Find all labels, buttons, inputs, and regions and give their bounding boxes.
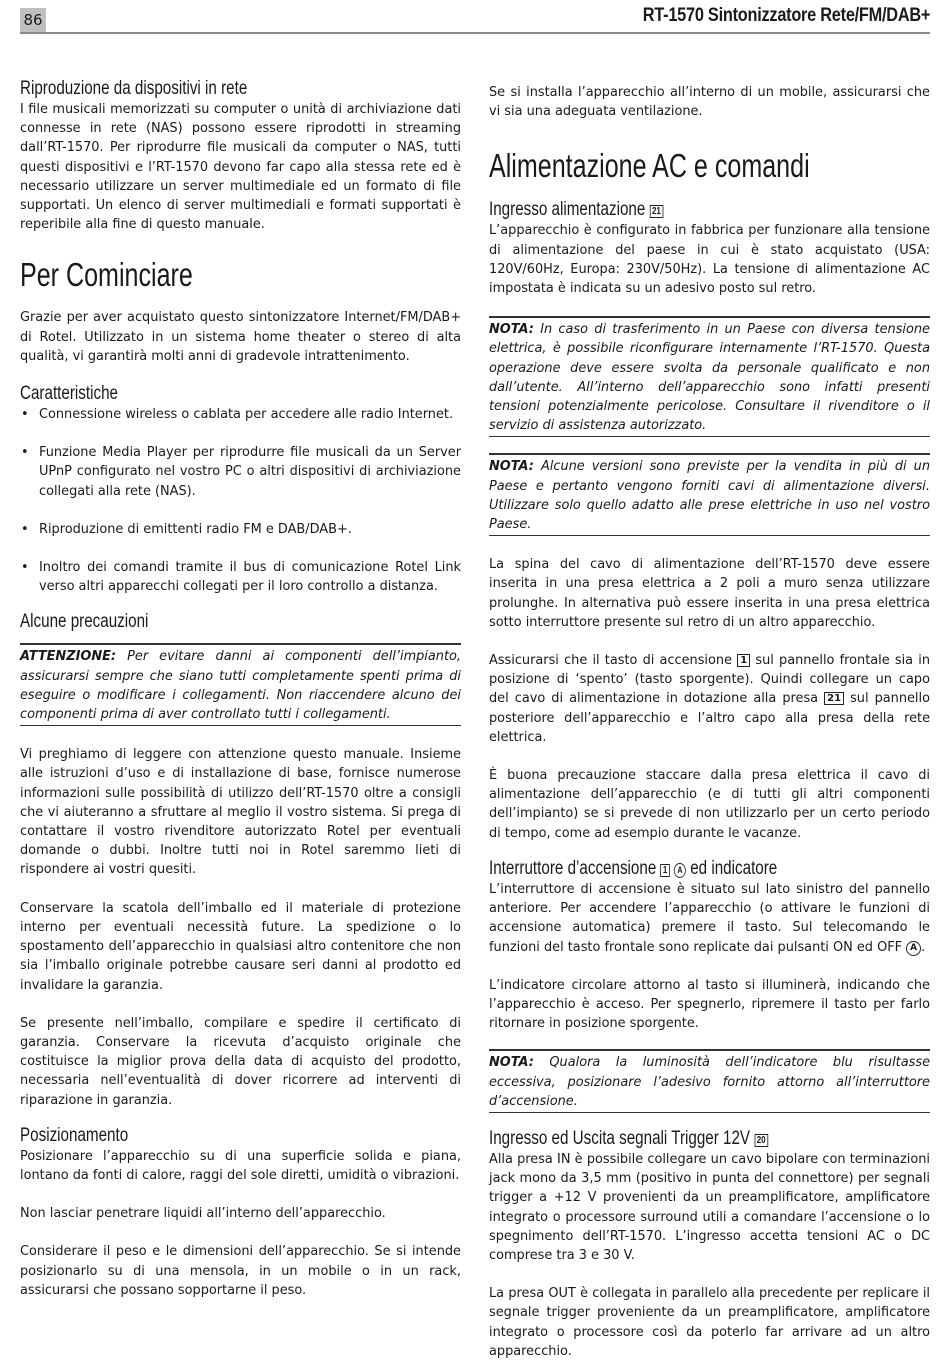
document-title: RT-1570 Sintonizzatore Rete/FM/DAB+ (642, 5, 930, 26)
power-unplug-paragraph: È buona precauzione staccare dalla presa elettrica il cavo di alimentazione dell’apparecchio (e di tutti gli altri componenti dell’impianto) se si prevede di non utilizzarlo per un certo periodo di tempo, come ad esempio durante le vacanze. (489, 768, 930, 841)
feature-item: • Riproduzione di emittenti radio FM e DAB/DAB+. (20, 520, 461, 539)
header-rule (20, 32, 930, 34)
precautions-paragraph: Vi preghiamo di leggere con attenzione questo manuale. Insieme alle istruzioni d’uso e di installazione di base, fornisce numerose informazioni sulle possibilità di utilizzo dell’RT-1570 oltre a consigli che vi aiuteranno a sfruttare al meglio il vostro sistema. Si prega di contattare il vostro rivenditore autorizzato Rotel per eventuali domande o dubbi. Inoltre tutti noi in Rotel saremmo lieti di rispondere ai vostri quesiti. (20, 747, 461, 878)
power-cord-paragraph: La spina del cavo di alimentazione dell’RT-1570 deve essere inserita in una presa elettrica a 2 poli a muro senza utilizzare prolunghe. In alternativa può essere inserita in una presa elettrica sotto interruttore presente sul retro di un altro apparecchio. (489, 557, 930, 630)
ac-power-heading: Alimentazione AC e comandi (489, 147, 810, 185)
right-column (489, 83, 930, 1361)
power-connect-paragraph: Assicurarsi che il tasto di accensione 1 sul pannello frontale sia in posizione di ‘spento’ (tasto sporgente). Quindi collegare un capo del cavo di alimentazione in dotazione alla presa 21 sul pannello posteriore dell’apparecchio e l’altro capo alla presa della rete elettrica. (489, 653, 931, 745)
precautions-paragraph: Conservare la scatola dell’imballo ed il materiale di protezione interno per eventuali necessità future. La spedizione o lo spostamento dell’apparecchio in qualsiasi altro contenitore che non sia l’imballo originale potrebbe causare seri danni al prodotto ed invalidare la garanzia. (20, 900, 461, 993)
rear-panel-ref-20: 20 (754, 1134, 768, 1147)
warning-text: Per evitare danni ai componenti dell’impianto, assicurarsi sempre che siano tutti completamente spenti prima di eseguire o modificare i collegamenti. Non riaccendere alcuno dei componenti prima di aver controllato tutti i collegamenti. (20, 649, 461, 723)
power-input-heading: Ingresso alimentazione 21 (489, 199, 842, 221)
placement-heading: Posizionamento (20, 1124, 129, 1146)
note-label: NOTA: (489, 459, 534, 475)
features-list (20, 405, 461, 596)
trigger-paragraph: Alla presa IN è possibile collegare un cavo bipolare con terminazioni jack mono da 3,5 mm (positivo in punta del connettore) per segnali trigger a +12 V provenienti da un preamplificatore, amplificatore integrato o processore surround utili a comandare l’accensione o lo spegnimento dell’RT-1570. L’ingresso accetta tensioni AC o DC comprese tra 3 e 30 V. (489, 1151, 930, 1263)
power-switch-paragraph: L’interruttore di accensione è situato sul lato sinistro del pannello anteriore. Per accendere l’apparecchio (o attivare le funzioni di accensione automatica) premere il tasto. Sul telecomando le funzioni del tasto frontale sono replicate dai pulsanti ON ed OFF A . (489, 881, 930, 955)
network-playback-heading: Riproduzione da dispositivi in rete (20, 78, 248, 99)
note-label: NOTA: (489, 1055, 534, 1071)
rear-panel-ref-21: 21 (824, 692, 844, 705)
note-text: In caso di trasferimento in un Paese con diversa tensione elettrica, è possibile riconfigurare internamente l’RT-1570. Questa operazione deve essere svolta da personale qualificato e non dall’utente. All’interno dell’apparecchio sono infatti presenti tensioni potenzialmente pericolose. Consultare il rivenditore o il servizio di assistenza autorizzato. (489, 322, 930, 434)
remote-ref-a: A (906, 941, 921, 956)
getting-started-paragraph: Grazie per aver acquistato questo sintonizzatore Internet/FM/DAB+ di Rotel. Utilizzato in un sistema home theater o stereo di alta qualità, vi garantirà molti anni di gradevole intrattenimento. (20, 310, 461, 364)
warning-label: ATTENZIONE: (20, 649, 117, 665)
note-box (489, 453, 930, 536)
feature-item: • Connessione wireless o cablata per accedere alle radio Internet. (20, 405, 461, 424)
note-text: Alcune versioni sono previste per la vendita in più di un Paese e pertanto vengono forniti cavi di alimentazione diversi. Utilizzare solo quello adatto alle prese elettriche in uso nel vostro Paese. (489, 459, 930, 533)
placement-paragraph: Considerare il peso e le dimensioni dell’apparecchio. Se si intende posizionarlo su di una mensola, in un mobile o in un rack, assicurarsi che possano sopportarne il peso. (20, 1244, 461, 1298)
trigger-paragraph: La presa OUT è collegata in parallelo alla precedente per replicare il segnale trigger proveniente da un preamplificatore, amplificatore integrato o processore così da poterlo far arrivare ad un altro apparecchio. (489, 1286, 930, 1359)
note-box (489, 1049, 930, 1113)
front-panel-ref-1: 1 (661, 864, 670, 877)
note-label: NOTA: (489, 322, 534, 338)
placement-paragraph: Posizionare l’apparecchio su di una superficie solida e piana, lontano da fonti di calore, raggi del sole diretti, umidità o vibrazioni. (20, 1148, 461, 1183)
network-playback-paragraph: I file musicali memorizzati su computer o unità di archiviazione dati connesse in rete (NAS) possono essere riprodotti in streaming dall’RT-1570. Per riprodurre file musicali da computer o NAS, tutti questi dispositivi e l’RT-1570 devono far capo alla stessa rete ed è necessario utilizzare un server multimediale ed un formato di file supportati. Un elenco di server multimediali e formati supportati è reperibile alla fine di questo manuale. (20, 102, 461, 233)
remote-ref-a: A (674, 863, 686, 878)
precautions-paragraph: Se presente nell’imballo, compilare e spedire il certificato di garanzia. Conservare la ricevuta d’acquisto originale che costituisce la miglior prova della data di acquisto del prodotto, necessaria nell’eventualità di dover ricorrere ad interventi di riparazione in garanzia. (20, 1015, 461, 1108)
feature-item: • Funzione Media Player per riprodurre file musicali da un Server UPnP configurato nel vostro PC o altri dispositivi di archiviazione collegati alla rete (NAS). (20, 443, 461, 501)
warning-box (20, 643, 461, 726)
page-number: 86 (20, 8, 46, 33)
front-panel-ref-1: 1 (737, 654, 750, 667)
power-input-paragraph: L’apparecchio è configurato in fabbrica per funzionare alla tensione di alimentazione del paese in cui è stato acquistato (USA: 120V/60Hz, Europa: 230V/50Hz). La tensione di alimentazione AC impostata è indicata su un adesivo posto sul retro. (489, 223, 930, 297)
placement-paragraph: Non lasciar penetrare liquidi all’interno dell’apparecchio. (20, 1206, 386, 1222)
trigger-heading: Ingresso ed Uscita segnali Trigger 12V 20 (489, 1128, 842, 1150)
power-switch-heading: Interruttore d’accensione 1 A ed indicatore (489, 857, 778, 879)
indicator-paragraph: L’indicatore circolare attorno al tasto si illuminerà, indicando che l’apparecchio è acceso. Per spegnerlo, ripremere il tasto per farlo ritornare in posizione sporgente. (489, 977, 930, 1032)
left-column (20, 78, 461, 1300)
rear-panel-ref-21: 21 (650, 205, 664, 218)
features-heading: Caratteristiche (20, 383, 118, 405)
note-box (489, 316, 930, 437)
ventilation-paragraph: Se si installa l’apparecchio all’interno di un mobile, assicurarsi che vi sia una adeguata ventilazione. (489, 85, 930, 120)
note-text: Qualora la luminosità dell’indicatore blu risultasse eccessiva, posizionare l’adesivo fornito attorno all’interruttore d’accensione. (489, 1055, 930, 1109)
precautions-heading: Alcune precauzioni (20, 611, 149, 633)
getting-started-heading: Per Cominciare (20, 256, 193, 294)
feature-item: • Inoltro dei comandi tramite il bus di comunicazione Rotel Link verso altri apparecchi collegati per il loro controllo a distanza. (20, 558, 461, 596)
